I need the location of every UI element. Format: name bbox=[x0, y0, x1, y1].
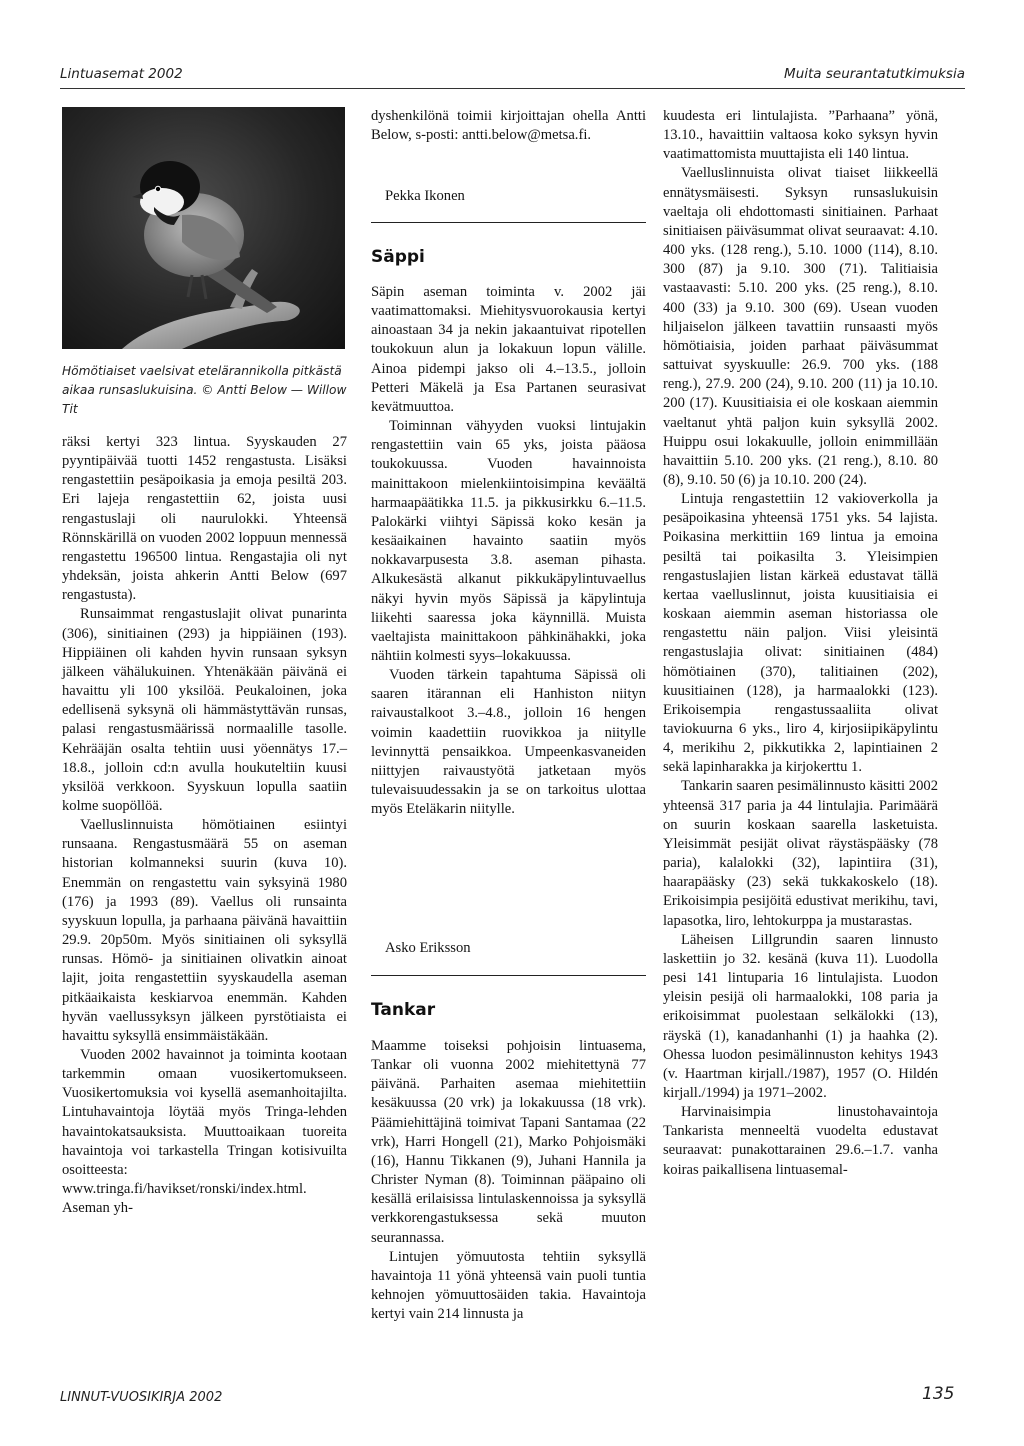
section-divider bbox=[371, 975, 646, 976]
column-1 bbox=[62, 433, 347, 1218]
sappi-section-body bbox=[371, 283, 646, 819]
author-signature: Pekka Ikonen bbox=[385, 188, 465, 204]
column-3-paragraph: Lintuja rengastettiin 12 vakioverkolla ja pesäpoikasina yhteensä 1751 yks. 54 lajista. Poikasina merkittiin 169 lintua ja emoina pesiltä tai poikasilta 3. Yleisimpien rengastuslajien listan kärkeä edustavat tällä kertaa vaelluslinnut, joista kuusitiaisia ei koskaan aiemmin aseman historiassa ole rengastettu näin paljon. Viisi yleisintä rengastuslajia olivat: sinitiainen (484) hömötiainen (370), talitiainen (202), kuusitiainen (128), ja harmaalokki (123). Erikoisempia rengastussaaliita olivat taviokuurna 6 yks., liro 4, kirjosiipikäpylintu 4, merikihu 2, pikkutikka 2, lapintiainen 2 sekä lapinharakka ja kirjokerttu 1. bbox=[663, 491, 938, 776]
column-2-intro: dyshenkilönä toimii kirjoittajan ohella Antti Below, s-posti: antti.below@metsa.fi. bbox=[371, 108, 646, 144]
section-heading-sappi: Säppi bbox=[371, 247, 425, 267]
running-header-right: Muita seurantatutkimuksia bbox=[784, 66, 965, 82]
column-1-paragraph: Vuoden 2002 havainnot ja toiminta kootaan tarkemmin omaan vuosikertomukseen. Vuosikertomuksia voi kysellä asemanhoitajilta. Lintuhavaintoja löytää myös Tringa-lehden havaintokatsauksista. Muuttoaikaan tuoreita havaintoja voi tarkastella Tringan kotisivuilta osoitteesta: www.tringa.fi/havikset/ronski/index.html. Aseman yh- bbox=[62, 1047, 347, 1217]
tankar-paragraph: Maamme toiseksi pohjoisin lintuasema, Tankar oli vuonna 2002 miehitettynä 77 päivänä. Parhaiten asemaa miehitettiin kesäkuussa (20 vrk) ja lokakuussa (18 vrk). Päämiehittäjinä toimivat Tapani Santamaa (22 vrk), Harri Hongell (21), Marko Pohjoismäki (16), Hannu Tikkanen (9), Juhani Hannila ja Christer Nyman (8). Toiminnan pääpaino oli kesällä erilaisissa lintulaskennoissa ja syksyllä verkkorengastuksessa sekä muuton seurannassa. bbox=[371, 1038, 646, 1246]
section-divider bbox=[371, 222, 646, 223]
author-signature: Asko Eriksson bbox=[385, 940, 471, 956]
willow-tit-illustration bbox=[62, 107, 345, 349]
column-3-paragraph: kuudesta eri lintulajista. ”Parhaana” yönä, 13.10., havaittiin valtaosa koko syksyn hyvin vaatimattomista muuttajista eli 140 lintua. bbox=[663, 108, 938, 163]
tankar-section-body bbox=[371, 1037, 646, 1324]
column-1-paragraph: Runsaimmat rengastuslajit olivat punarinta (306), sinitiainen (293) ja hippiäinen (193). Hippiäinen oli kahden hyvin runsaan syksyn jälkeen vähälukuinen. Yhtenäkään päivänä ei havaittu yli 100 yksilöä. Peukaloinen, joka edellisenä syksynä oli hämmästyttävän runsas, palasi rengastusmäärissä normaalille tasolle. Kehrääjän osalta tehtiin uusi yöennätys 17.–18.8., jolloin cd:n avulla houkuteltiin kuusi yksilöä verkkoon. Syyskuun lopulla saatiin kolme suopöllöä. bbox=[62, 606, 347, 814]
sappi-paragraph: Vuoden tärkein tapahtuma Säpissä oli saaren itärannan eli Hanhiston niityn raivaustalkoot 3.–4.8., jolloin 16 hengen voimin kaadettiin ruovikkoa ja niitylle levinnyttä pensaikkoa. Umpeenkasvaneiden niittyjen raivaustyötä jatketaan myös tulevaisuudessakin ja se on tarkoitus ulottaa myös Eteläkarin niitylle. bbox=[371, 667, 646, 818]
column-3-paragraph: Vaelluslinnuista olivat tiaiset liikkeellä ennätysmäisesti. Syksyn runsaslukuisin vaeltaja oli ehdottomasti sinitiainen. Parhaat sinitiaisen päiväsummat olivat seuraavat: 4.10. 400 yks. (128 reng.), 5.10. 1000 (114), 8.10. 300 (87) ja 9.10. 300 (71). Talitiaisia vastaavasti: 5.10. 200 yks. (25 reng.), 8.10. 400 (33) ja 9.10. 300 (69). Usean vuoden hiljaiselon jälkeen tavattiin runsaasti myös hömötiaisia, joiden parhaat päiväsummat sattuivat syyskuulle: 26.9. 700 yks. (188 reng.), 27.9. 200 (24), 9.10. 200 (11) ja 10.10. 200 (17). Kuusitiaisia ei ole koskaan aiemmin vaeltanut yhtä paljon kuin syksyllä 2002. Huippu osui lokakuulle, jolloin enimmillään havaittiin 5.10. 200 yks. (21 reng.), 8.10. 80 (8), 9.10. 50 (6) ja 10.10. 200 (24). bbox=[663, 165, 938, 488]
sappi-paragraph: Toiminnan vähyyden vuoksi lintujakin rengastettiin vain 65 yks, joista pääosa toukokuussa. Vuoden havainnoista mainittakoon mielenkiintoisimpina keväältä harmaapäätikka 11.5. ja pikkusirkku 6.–11.5. Palokärki viihtyi Säpissä koko kesän ja kesäaikainen havainto saatiin myös nokkavarpusesta 3.8. aseman pihasta. Alkukesästä alkanut pikkukäpylintuvaellus näkyi hyvin myös Säpissä ja käpylintuja liikehti saaressa joka käynnillä. Muista vaeltajista mainittakoon pähkinähakki, joka nähtiin kolmesti syys–lokakuussa. bbox=[371, 418, 646, 664]
section-heading-tankar: Tankar bbox=[371, 1000, 436, 1020]
column-1-paragraph: Vaelluslinnuista hömötiainen esiintyi runsaana. Rengastusmäärä 55 on aseman historian kolmanneksi suurin (kuva 10). Enemmän on rengastettu vain syksyinä 1980 (176) ja 1993 (89). Vaellus oli runsainta syyskuun lopulla, ja parhaana päivänä havaittiin 29.9. 20p50m. Myös sinitiainen oli syksyllä runsas. Hömö- ja sinitiainen olivatkin ainoat lajit, joita rengastettiin syyskaudella aseman pitkäaikaista keskiarvoa enemmän. Kahden hyvän vaellussyksyn jälkeen pyrstötiaista ei havaittu syksyllä ensimmäistäkään. bbox=[62, 817, 347, 1044]
column-2 bbox=[371, 107, 646, 145]
sappi-paragraph: Säpin aseman toiminta v. 2002 jäi vaatimattomaksi. Miehitysvuorokausia kertyi ainoastaan 34 ja nekin jakaantuivat ripotellen toukokuun alun ja lokakuun lopun välille. Ainoa pidempi jakso oli 4.–13.5., jolloin Petteri Mäkelä ja Esa Partanen seurasivat kevätmuuttoa. bbox=[371, 284, 646, 415]
column-3-paragraph: Tankarin saaren pesimälinnusto käsitti 2002 yhteensä 317 paria ja 44 lintulajia. Parimäärä on suurin koskaan saarella lasketuista. Yleisimmät pesijät olivat räystäspääsky (78 paria), kalalokki (32), lapintiira (31), haarapääsky (23) sekä tukkakoskelo (18). Erikoisimpia pesijöitä edustivat merikihu, tavi, lapasotka, liro, lehtokurppa ja mustarastas. bbox=[663, 778, 938, 929]
willow-tit-photo bbox=[62, 107, 345, 349]
column-3 bbox=[663, 107, 938, 1180]
column-3-paragraph: Läheisen Lillgrundin saaren linnusto laskettiin jo 32. kesänä (kuva 11). Luodolla pesi 141 lintuparia 16 lintulajista. Luodon yleisin pesijä oli harmaalokki, 108 paria ja erikoisimmat puolestaan selkälokki (13), räyskä (1), kanadanhanhi (1) ja haahka (2). Ohessa luodon pesimälinnuston kehitys 1943 (v. Haartman kirjall./1987), 1957 (O. Hildén kirjall./1994) ja 1971–2002. bbox=[663, 931, 938, 1101]
column-3-paragraph: Harvinaisimpia linustohavaintoja Tankarista menneeltä vuodelta edustavat seuraavat: punakottarainen 29.6.–1.7. vanha koiras paikallisena lintuasemal- bbox=[663, 1104, 938, 1178]
column-1-paragraph: räksi kertyi 323 lintua. Syyskauden 27 pyyntipäivää tuotti 1452 rengastusta. Lisäksi rengastettiin pesäpoikasia ja emoja pesiltä 203. Eri lajeja rengastettiin 62, joista uusi rengastuslaji oli naurulokki. Yhteensä Rönnskärillä on vuoden 2002 loppuun mennessä rengastettu 196500 lintua. Rengastajia oli nyt yhdeksän, joista ahkerin Antti Below (697 rengastusta). bbox=[62, 434, 347, 604]
tankar-paragraph: Lintujen yömuutosta tehtiin syksyllä havaintoja 11 yönä yhteensä vain puoli tuntia kehnojen yömuuttosäiden takia. Havaintoja kertyi vain 214 linnusta ja bbox=[371, 1248, 646, 1323]
page-number: 135 bbox=[922, 1384, 955, 1404]
figure-caption: Hömötiaiset vaelsivat etelärannikolla pitkästä aikaa runsaslukuisina. © Antti Below — Willow Tit bbox=[62, 364, 347, 416]
header-rule bbox=[60, 88, 965, 89]
footer-publication: LINNUT-VUOSIKIRJA 2002 bbox=[60, 1390, 223, 1405]
running-header-left: Lintuasemat 2002 bbox=[60, 66, 183, 82]
running-header bbox=[60, 66, 965, 90]
